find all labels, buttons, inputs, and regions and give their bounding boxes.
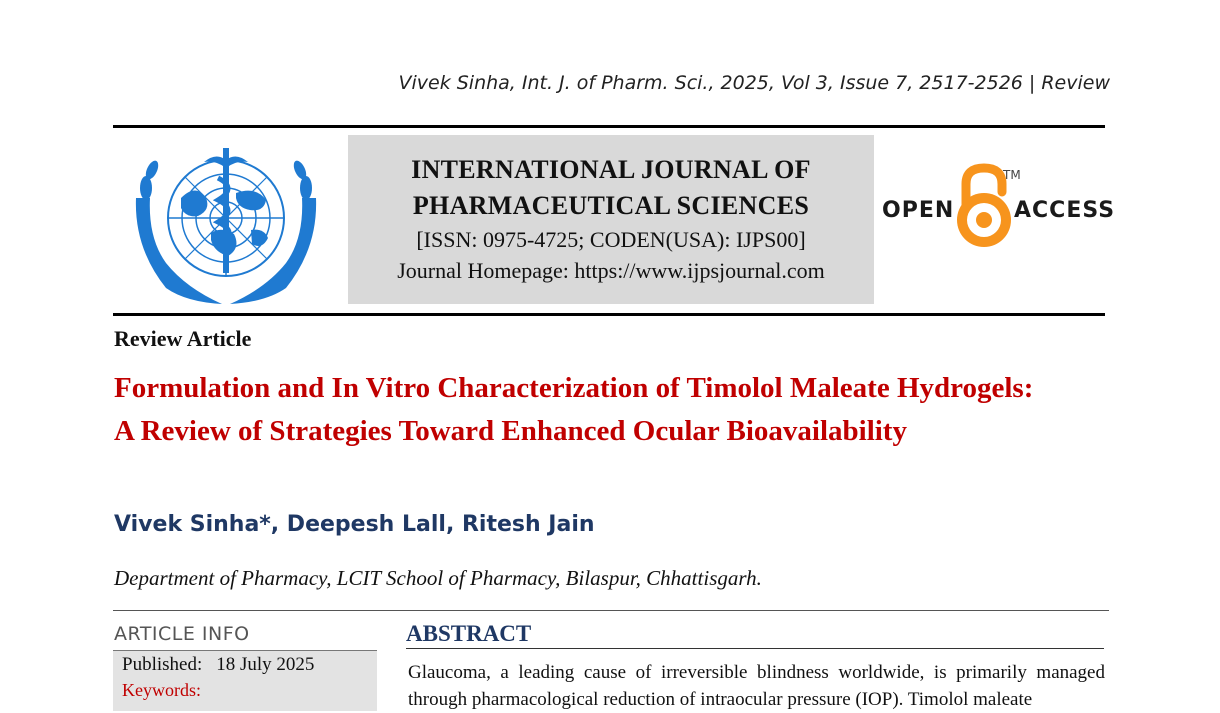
article-title: Formulation and In Vitro Characterization of Timolol Maleate Hydrogels: A Review of Strategies Toward Enhanced Ocular Bioavailability [114, 372, 1034, 447]
journal-issn: [ISSN: 0975-4725; CODEN(USA): IJPS00] [416, 227, 806, 252]
article-authors: Vivek Sinha*, Deepesh Lall, Ritesh Jain [114, 512, 595, 537]
keywords-label: Keywords: [122, 680, 201, 700]
abstract-heading: ABSTRACT [406, 621, 532, 646]
journal-name-line1: INTERNATIONAL JOURNAL OF [411, 155, 811, 184]
journal-name-line2: PHARMACEUTICAL SCIENCES [412, 191, 810, 220]
running-header-citation: Vivek Sinha, Int. J. of Pharm. Sci., 2025, Vol 3, Issue 7, 2517-2526 | Review [398, 72, 1110, 94]
open-access-trademark: TM [1003, 168, 1021, 182]
open-access-open-label: OPEN [882, 198, 955, 223]
published-value: 18 July 2025 [216, 654, 315, 675]
journal-homepage: Journal Homepage: https://www.ijpsjournal.com [397, 258, 825, 283]
un-emblem-caduceus-icon [126, 138, 326, 306]
article-info-heading: ARTICLE INFO [114, 623, 250, 645]
section-divider [113, 610, 1109, 611]
open-access-access-label: ACCESS [1014, 198, 1116, 223]
published-date [122, 654, 314, 676]
header-rule-top [113, 125, 1105, 128]
header-rule-bottom [113, 313, 1105, 316]
published-label: Published: [122, 654, 203, 675]
abstract-text: Glaucoma, a leading cause of irreversible blindness worldwide, is primarily managed through pharmacological reduction of intraocular pressure (IOP). Timolol maleate [408, 662, 1105, 710]
journal-banner [348, 135, 874, 304]
article-type: Review Article [114, 326, 252, 351]
abstract-rule [406, 648, 1104, 649]
author-affiliation: Department of Pharmacy, LCIT School of Pharmacy, Bilaspur, Chhattisgarh. [114, 566, 762, 590]
